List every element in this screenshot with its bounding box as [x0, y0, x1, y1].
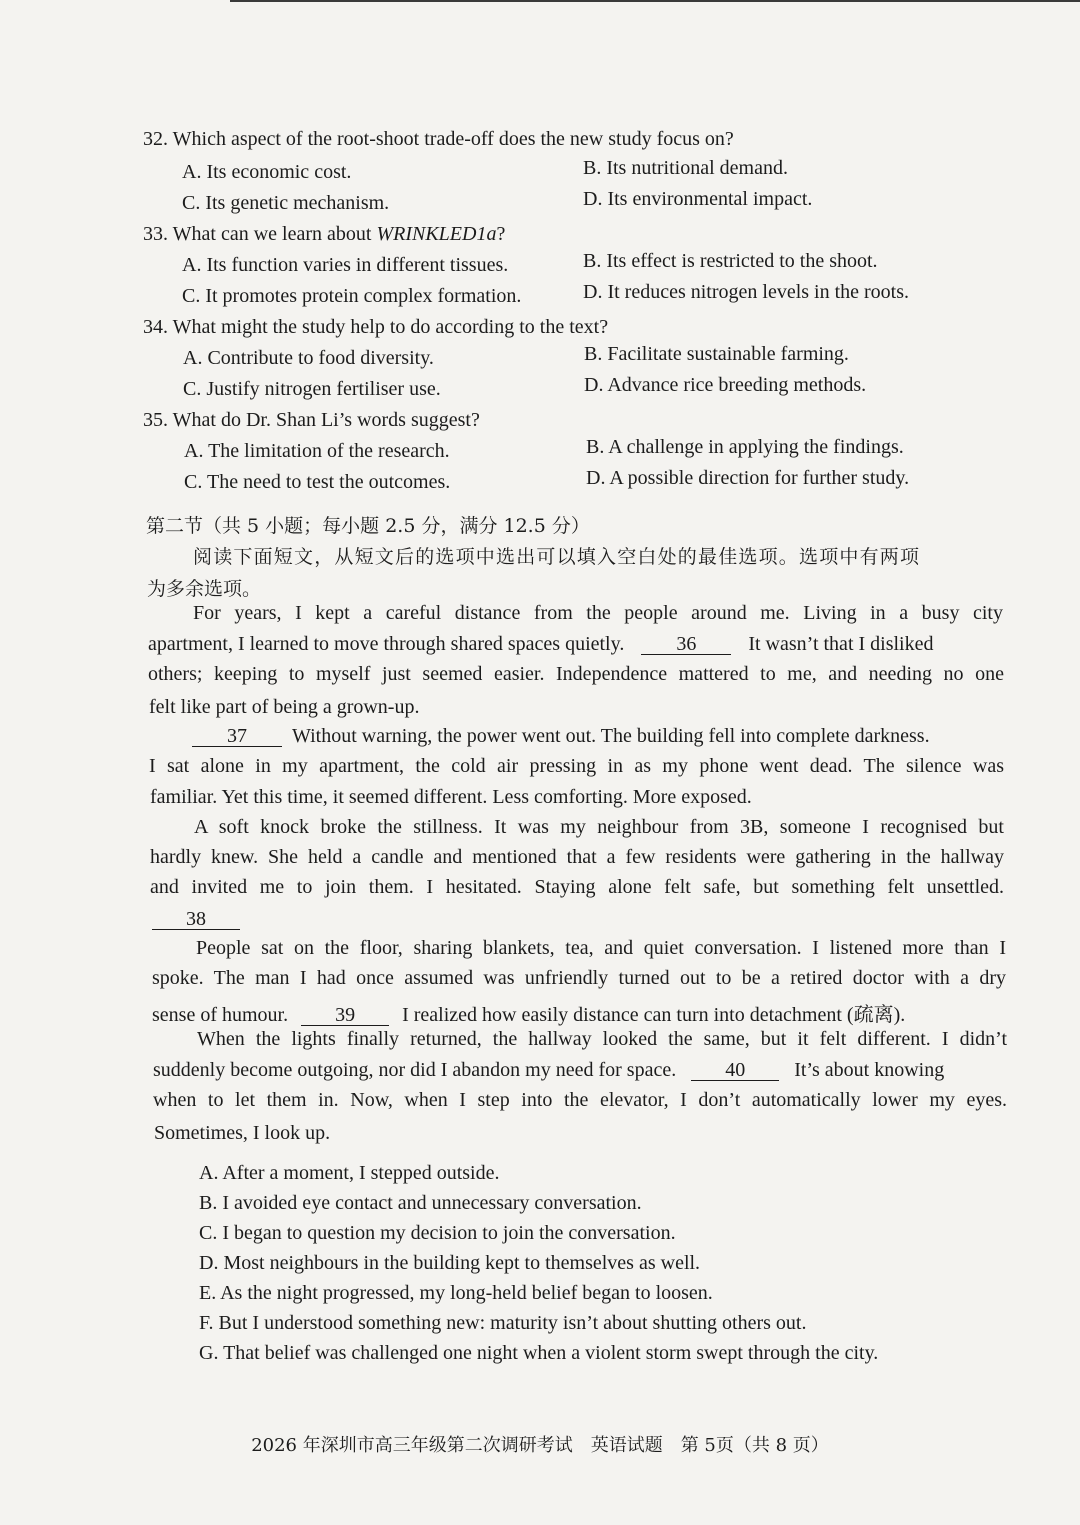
passage-line — [152, 908, 240, 931]
blank-37: 37 — [192, 726, 282, 747]
passage-line — [192, 725, 1004, 748]
question-33-stem — [143, 223, 505, 246]
question-33-option-a: A. Its function varies in different tissues. — [182, 254, 509, 276]
question-33-stem-text: 33. What can we learn about — [143, 223, 377, 245]
question-35-option-b: B. A challenge in applying the findings. — [586, 436, 904, 458]
passage-line: When the lights finally returned, the hallway looked the same, but it felt different. I didn’t — [197, 1028, 1007, 1050]
section-2-instruction-line-2: 为多余选项。 — [147, 578, 262, 600]
question-33-option-b: B. Its effect is restricted to the shoot. — [583, 250, 878, 272]
passage-line: and invited me to join them. I hesitated. Staying alone felt safe, but something felt unsettled. — [150, 876, 1004, 898]
section-2-heading: 第二节（共 5 小题；每小题 2.5 分，满分 12.5 分） — [146, 515, 590, 537]
passage-line: familiar. Yet this time, it seemed different. Less comforting. More exposed. — [150, 786, 752, 808]
passage-text: apartment, I learned to move through shared spaces quietly. — [148, 633, 625, 655]
choice-a: A. After a moment, I stepped outside. — [199, 1162, 500, 1184]
question-32-option-b: B. Its nutritional demand. — [583, 157, 788, 179]
question-32-option-c: C. Its genetic mechanism. — [182, 192, 390, 214]
choice-e: E. As the night progressed, my long-held belief began to loosen. — [199, 1282, 713, 1304]
passage-line — [153, 1059, 1007, 1082]
passage-text: It’s about knowing — [794, 1059, 945, 1081]
passage-text: sense of humour. — [152, 1004, 289, 1026]
question-35-option-d: D. A possible direction for further study. — [586, 467, 910, 489]
choice-d: D. Most neighbours in the building kept to themselves as well. — [199, 1252, 701, 1274]
question-35-option-a: A. The limitation of the research. — [184, 440, 450, 462]
passage-line: People sat on the floor, sharing blankets, tea, and quiet conversation. I listened more than I — [196, 937, 1006, 959]
passage-line: felt like part of being a grown-up. — [149, 696, 420, 718]
question-32-option-d: D. Its environmental impact. — [583, 188, 813, 210]
question-34-option-b: B. Facilitate sustainable farming. — [584, 343, 849, 365]
choice-g: G. That belief was challenged one night when a violent storm swept through the city. — [199, 1342, 879, 1364]
choice-f: F. But I understood something new: maturity isn’t about shutting others out. — [199, 1312, 807, 1334]
passage-line: when to let them in. Now, when I step into the elevator, I don’t automatically lower my eyes. — [153, 1089, 1007, 1111]
passage-line: I sat alone in my apartment, the cold air pressing in as my phone went dead. The silence was — [149, 755, 1004, 777]
passage-line: For years, I kept a careful distance from the people around me. Living in a busy city — [193, 602, 1003, 624]
passage-text: Without warning, the power went out. The building fell into complete darkness. — [292, 725, 930, 747]
question-34-option-a: A. Contribute to food diversity. — [183, 347, 434, 369]
page-footer: 2026 年深圳市高三年级第二次调研考试 英语试题 第 5页（共 8 页） — [251, 1435, 829, 1456]
question-34-stem: 34. What might the study help to do according to the text? — [143, 316, 609, 338]
blank-39: 39 — [301, 1005, 389, 1026]
blank-38: 38 — [152, 909, 240, 930]
question-34-option-d: D. Advance rice breeding methods. — [584, 374, 867, 396]
passage-line: spoke. The man I had once assumed was unfriendly turned out to be a retired doctor with a dry — [152, 967, 1006, 989]
question-32-stem: 32. Which aspect of the root-shoot trade-off does the new study focus on? — [143, 128, 734, 150]
question-33-gene-name: WRINKLED1a — [376, 223, 497, 245]
passage-line: Sometimes, I look up. — [154, 1122, 331, 1144]
passage-text: suddenly become outgoing, nor did I abandon my need for space. — [153, 1059, 677, 1081]
passage-line: hardly knew. She held a candle and mentioned that a few residents were gathering in the hallway — [150, 846, 1004, 868]
question-35-option-c: C. The need to test the outcomes. — [184, 471, 451, 493]
question-33-option-c: C. It promotes protein complex formation. — [182, 285, 522, 307]
choice-c: C. I began to question my decision to join the conversation. — [199, 1222, 676, 1244]
passage-text: I realized how easily distance can turn into detachment (疏离). — [402, 1004, 906, 1026]
question-35-stem: 35. What do Dr. Shan Li’s words suggest? — [143, 409, 480, 431]
blank-36: 36 — [641, 634, 731, 655]
passage-line: others; keeping to myself just seemed easier. Independence mattered to me, and needing no one — [148, 663, 1004, 685]
passage-line — [152, 998, 905, 1027]
passage-line: A soft knock broke the stillness. It was my neighbour from 3B, someone I recognised but — [194, 816, 1004, 838]
question-33-option-d: D. It reduces nitrogen levels in the roots. — [583, 281, 910, 303]
blank-40: 40 — [691, 1060, 779, 1081]
choice-b: B. I avoided eye contact and unnecessary conversation. — [199, 1192, 642, 1214]
passage-text: It wasn’t that I disliked — [748, 633, 934, 655]
passage-line — [148, 633, 1004, 656]
question-34-option-c: C. Justify nitrogen fertiliser use. — [183, 378, 441, 400]
question-32-option-a: A. Its economic cost. — [182, 161, 352, 183]
question-33-stem-end: ? — [496, 223, 506, 245]
section-2-instruction-line-1: 阅读下面短文，从短文后的选项中选出可以填入空白处的最佳选项。选项中有两项 — [193, 546, 921, 568]
